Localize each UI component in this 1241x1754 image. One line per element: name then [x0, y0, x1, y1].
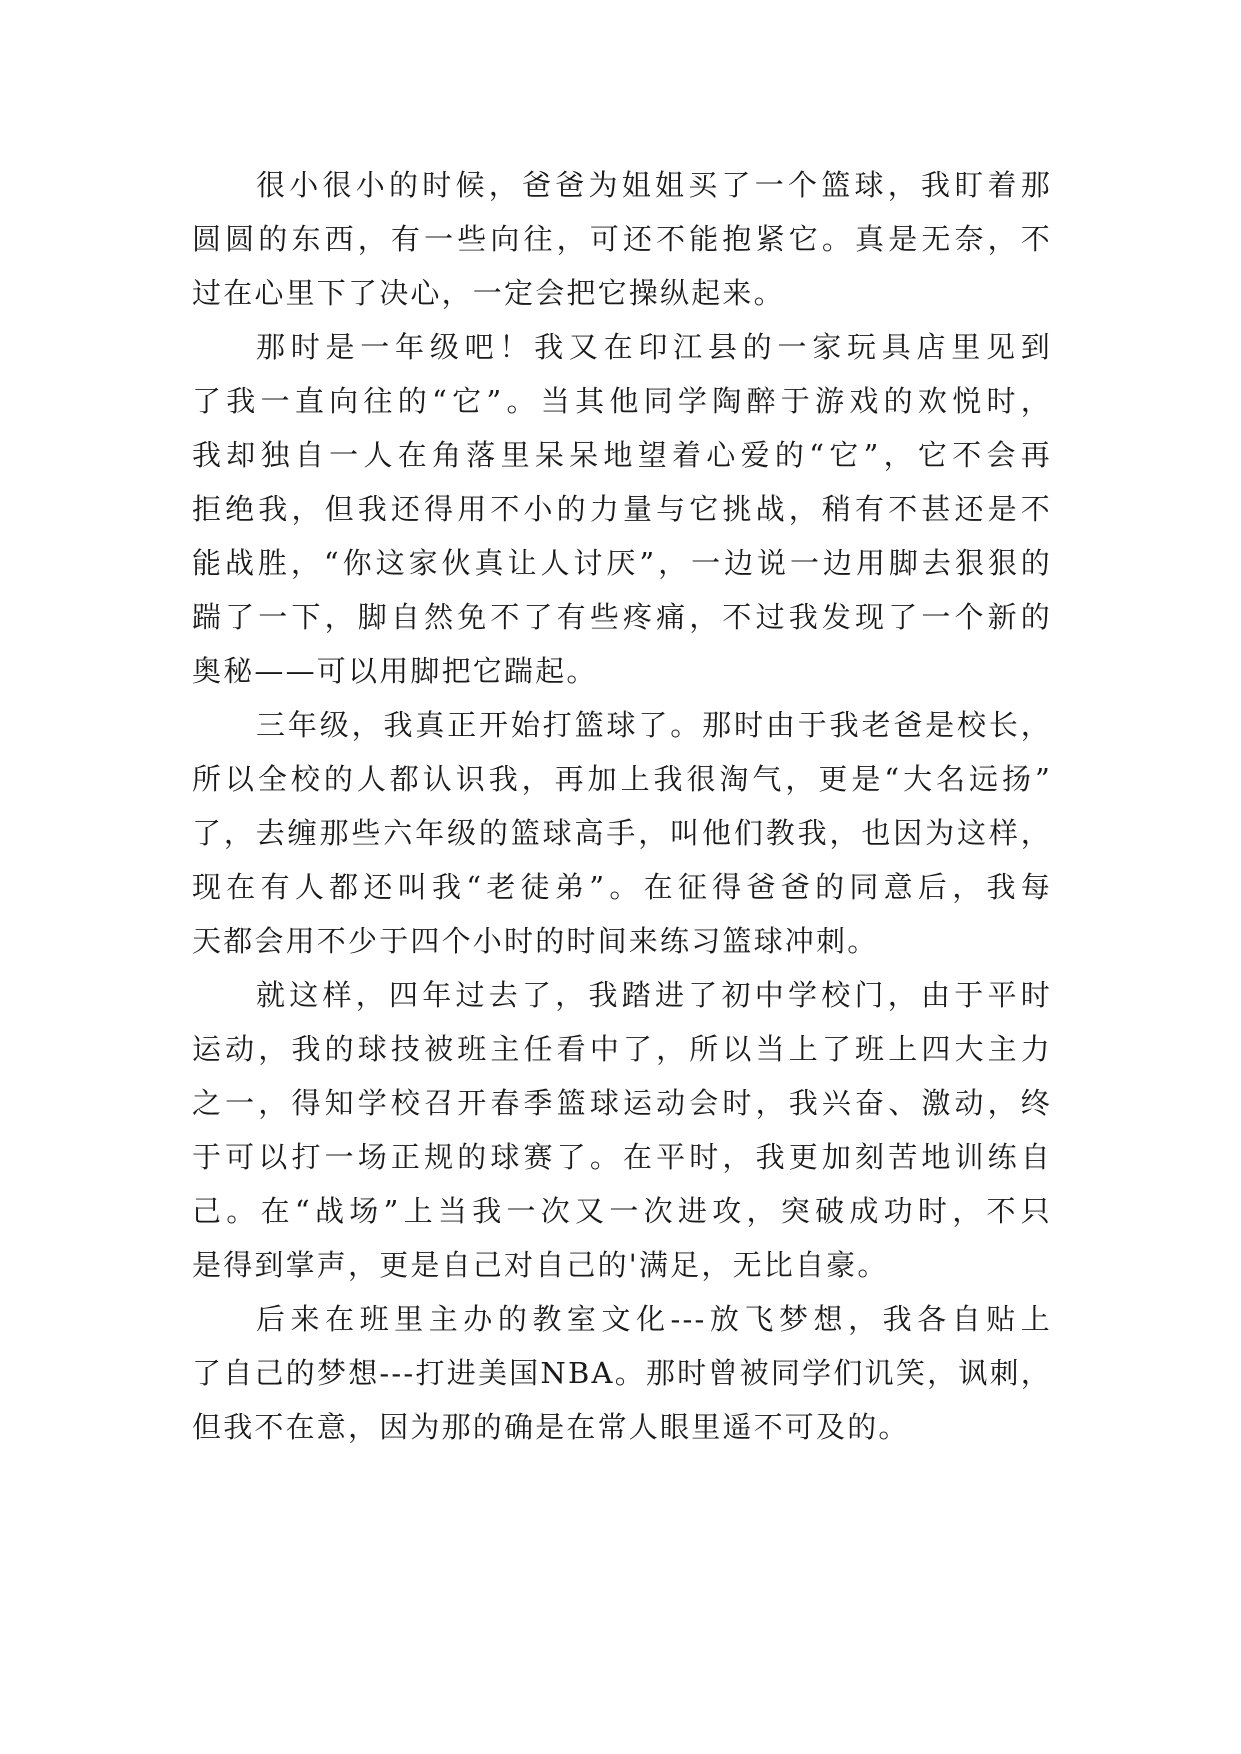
text-line: 后来在班里主办的教室文化---放飞梦想，我各自贴上 — [256, 1302, 1052, 1336]
text-line: 拒绝我，但我还得用不小的力量与它挑战，稍有不甚还是不 — [192, 492, 1052, 526]
paragraph-3 — [192, 698, 1052, 968]
text-line: 三年级，我真正开始打篮球了。那时由于我老爸是校长， — [256, 708, 1052, 742]
text-line: 于可以打一场正规的球赛了。在平时，我更加刻苦地训练自 — [192, 1140, 1052, 1174]
text-line: 过在心里下了决心，一定会把它操纵起来。 — [192, 276, 785, 310]
text-line: 现在有人都还叫我“老徒弟”。在征得爸爸的同意后，我每 — [192, 870, 1052, 904]
text-line: 能战胜，“你这家伙真让人讨厌”，一边说一边用脚去狠狠的 — [192, 546, 1052, 580]
text-line: 是得到掌声，更是自己对自己的'满足，无比自豪。 — [192, 1248, 889, 1282]
text-line: 我却独自一人在角落里呆呆地望着心爱的“它”，它不会再 — [192, 438, 1052, 472]
text-line: 了我一直向往的“它”。当其他同学陶醉于游戏的欢悦时， — [192, 384, 1052, 418]
text-line: 圆圆的东西，有一些向往，可还不能抱紧它。真是无奈，不 — [192, 222, 1052, 256]
text-line: 了自己的梦想---打进美国NBA。那时曾被同学们讥笑，讽刺， — [192, 1356, 1052, 1390]
document-body — [192, 158, 1052, 1454]
text-line: 奥秘——可以用脚把它踹起。 — [192, 654, 598, 688]
text-line: 天都会用不少于四个小时的时间来练习篮球冲刺。 — [192, 924, 879, 958]
text-line: 很小很小的时候，爸爸为姐姐买了一个篮球，我盯着那 — [256, 168, 1052, 202]
text-line: 就这样，四年过去了，我踏进了初中学校门，由于平时 — [256, 978, 1052, 1012]
text-line: 但我不在意，因为那的确是在常人眼里遥不可及的。 — [192, 1410, 910, 1444]
text-line: 运动，我的球技被班主任看中了，所以当上了班上四大主力 — [192, 1032, 1052, 1066]
paragraph-2 — [192, 320, 1052, 698]
text-line: 己。在“战场”上当我一次又一次进攻，突破成功时，不只 — [192, 1194, 1052, 1228]
paragraph-4 — [192, 968, 1052, 1292]
paragraph-1 — [192, 158, 1052, 320]
text-line: 踹了一下，脚自然免不了有些疼痛，不过我发现了一个新的 — [192, 600, 1052, 634]
text-line: 所以全校的人都认识我，再加上我很淘气，更是“大名远扬” — [192, 762, 1052, 796]
text-line: 那时是一年级吧！我又在印江县的一家玩具店里见到 — [256, 330, 1052, 364]
paragraph-5 — [192, 1292, 1052, 1454]
text-line: 了，去缠那些六年级的篮球高手，叫他们教我，也因为这样， — [192, 816, 1052, 850]
text-line: 之一，得知学校召开春季篮球运动会时，我兴奋、激动，终 — [192, 1086, 1052, 1120]
